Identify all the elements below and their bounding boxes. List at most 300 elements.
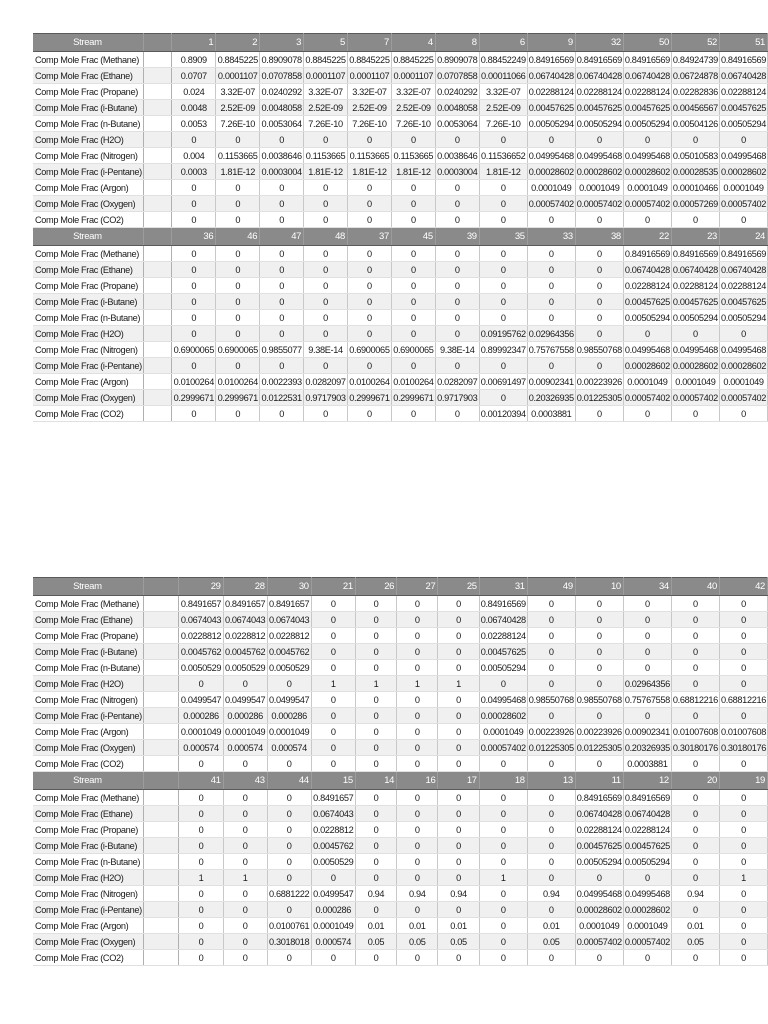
mole-fraction-cell: 0 (623, 596, 671, 612)
mole-fraction-cell: 0.0003004 (260, 164, 304, 180)
component-label: Comp Mole Frac (H2O) (33, 870, 143, 886)
composition-row (33, 902, 768, 918)
mole-fraction-cell: 0 (527, 854, 575, 870)
mole-fraction-cell: 0 (671, 628, 719, 644)
mole-fraction-cell: 0 (719, 660, 767, 676)
mole-fraction-cell: 0.06724878 (671, 68, 719, 84)
mole-fraction-cell: 0 (267, 870, 311, 886)
spacer-cell (143, 196, 172, 212)
mole-fraction-cell: 0.0045762 (223, 644, 267, 660)
mole-fraction-cell: 7.26E-10 (391, 116, 435, 132)
composition-row (33, 406, 768, 422)
mole-fraction-cell: 0 (479, 294, 527, 310)
mole-fraction-cell: 0.30180176 (671, 740, 719, 756)
composition-row (33, 180, 768, 196)
mole-fraction-cell: 0 (435, 196, 479, 212)
stream-header-label: Stream (33, 578, 143, 596)
mole-fraction-cell: 0.04995468 (623, 148, 671, 164)
mole-fraction-cell: 0 (479, 838, 527, 854)
mole-fraction-cell: 0 (623, 212, 671, 228)
mole-fraction-cell: 1 (438, 676, 479, 692)
component-label: Comp Mole Frac (H2O) (33, 676, 143, 692)
spacer-cell (143, 148, 172, 164)
mole-fraction-cell: 1.81E-12 (216, 164, 260, 180)
mole-fraction-cell: 7.26E-10 (216, 116, 260, 132)
mole-fraction-cell: 0 (260, 262, 304, 278)
stream-number: 42 (719, 578, 767, 596)
mole-fraction-cell: 0 (355, 822, 396, 838)
mole-fraction-cell: 0.00028602 (575, 902, 623, 918)
mole-fraction-cell: 0 (438, 692, 479, 708)
composition-row (33, 390, 768, 406)
mole-fraction-cell: 0.01 (397, 918, 438, 934)
stream-number: 37 (347, 228, 391, 246)
mole-fraction-cell: 0 (397, 806, 438, 822)
mole-fraction-cell: 0 (623, 870, 671, 886)
composition-row (33, 756, 768, 772)
spacer-cell (143, 116, 172, 132)
mole-fraction-cell: 0 (479, 196, 527, 212)
composition-row (33, 52, 768, 68)
composition-row (33, 628, 768, 644)
mole-fraction-cell: 0 (527, 822, 575, 838)
stream-number: 23 (671, 228, 719, 246)
stream-number: 7 (347, 34, 391, 52)
mole-fraction-cell: 0 (179, 756, 223, 772)
stream-number: 26 (355, 578, 396, 596)
mole-fraction-cell: 0 (391, 212, 435, 228)
mole-fraction-cell: 0 (223, 902, 267, 918)
component-label: Comp Mole Frac (n-Butane) (33, 660, 143, 676)
mole-fraction-cell: 0.06740428 (623, 68, 671, 84)
spacer-cell (143, 918, 179, 934)
mole-fraction-cell: 0 (355, 708, 396, 724)
mole-fraction-cell: 0 (391, 262, 435, 278)
mole-fraction-cell: 0 (438, 644, 479, 660)
mole-fraction-cell: 0 (438, 660, 479, 676)
stream-number: 41 (179, 772, 223, 790)
composition-row (33, 164, 768, 180)
mole-fraction-cell: 0.00028602 (671, 358, 719, 374)
mole-fraction-cell: 0.024 (172, 84, 216, 100)
mole-fraction-cell: 0.01 (671, 918, 719, 934)
mole-fraction-cell: 0 (304, 278, 348, 294)
spacer-cell (143, 262, 172, 278)
mole-fraction-cell: 0 (527, 246, 575, 262)
mole-fraction-cell: 0.20326935 (527, 390, 575, 406)
stream-number: 8 (435, 34, 479, 52)
mole-fraction-cell: 0 (719, 902, 767, 918)
mole-fraction-cell: 0.84916569 (575, 52, 623, 68)
mole-fraction-cell: 0 (623, 644, 671, 660)
mole-fraction-cell: 1.81E-12 (304, 164, 348, 180)
composition-row (33, 148, 768, 164)
mole-fraction-cell: 0.0050529 (179, 660, 223, 676)
mole-fraction-cell: 0 (575, 870, 623, 886)
mole-fraction-cell: 0 (216, 326, 260, 342)
mole-fraction-cell: 0.0050529 (223, 660, 267, 676)
mole-fraction-cell: 0.04995468 (575, 886, 623, 902)
stream-number: 33 (527, 228, 575, 246)
spacer-cell (143, 326, 172, 342)
mole-fraction-cell: 0.0001049 (719, 374, 767, 390)
spacer-cell (143, 870, 179, 886)
mole-fraction-cell: 0.0100761 (267, 918, 311, 934)
component-label: Comp Mole Frac (n-Butane) (33, 116, 143, 132)
mole-fraction-cell: 0 (435, 310, 479, 326)
mole-fraction-cell: 0 (719, 596, 767, 612)
mole-fraction-cell: 0 (623, 132, 671, 148)
mole-fraction-cell: 0 (397, 822, 438, 838)
mole-fraction-cell: 0 (172, 212, 216, 228)
stream-number: 50 (623, 34, 671, 52)
mole-fraction-cell: 0.00902341 (527, 374, 575, 390)
component-label: Comp Mole Frac (Nitrogen) (33, 886, 143, 902)
mole-fraction-cell: 0 (179, 902, 223, 918)
mole-fraction-cell: 0 (527, 212, 575, 228)
mole-fraction-cell: 0 (435, 262, 479, 278)
composition-row (33, 950, 768, 966)
spacer-cell (143, 838, 179, 854)
mole-fraction-cell: 2.52E-09 (216, 100, 260, 116)
mole-fraction-cell: 0 (435, 358, 479, 374)
mole-fraction-cell: 0.8845225 (347, 52, 391, 68)
mole-fraction-cell: 1.81E-12 (479, 164, 527, 180)
mole-fraction-cell: 0 (575, 708, 623, 724)
mole-fraction-cell: 0 (479, 132, 527, 148)
mole-fraction-cell: 0.0282097 (435, 374, 479, 390)
mole-fraction-cell: 0.02964356 (527, 326, 575, 342)
mole-fraction-cell: 0 (527, 596, 575, 612)
spacer-cell (143, 708, 179, 724)
component-label: Comp Mole Frac (Ethane) (33, 806, 143, 822)
mole-fraction-cell: 0.8491657 (267, 596, 311, 612)
spacer-cell (143, 740, 179, 756)
mole-fraction-cell: 0 (527, 902, 575, 918)
mole-fraction-cell: 0.0048058 (260, 100, 304, 116)
component-label: Comp Mole Frac (Methane) (33, 52, 143, 68)
stream-number: 15 (311, 772, 355, 790)
mole-fraction-cell: 0 (527, 756, 575, 772)
mole-fraction-cell: 0.84916569 (719, 246, 767, 262)
mole-fraction-cell: 0 (304, 358, 348, 374)
mole-fraction-cell: 0 (347, 196, 391, 212)
mole-fraction-cell: 1 (355, 676, 396, 692)
mole-fraction-cell: 0.0001049 (223, 724, 267, 740)
mole-fraction-cell: 0.05 (438, 934, 479, 950)
mole-fraction-cell: 0 (527, 262, 575, 278)
component-label: Comp Mole Frac (Methane) (33, 596, 143, 612)
mole-fraction-cell: 0 (304, 132, 348, 148)
mole-fraction-cell: 0.00505294 (719, 116, 767, 132)
mole-fraction-cell: 1 (397, 676, 438, 692)
mole-fraction-cell: 0.0228812 (267, 628, 311, 644)
mole-fraction-cell: 0.00456567 (671, 100, 719, 116)
mole-fraction-cell: 0 (223, 950, 267, 966)
mole-fraction-cell: 0 (671, 676, 719, 692)
mole-fraction-cell: 0.0045762 (311, 838, 355, 854)
composition-row (33, 596, 768, 612)
mole-fraction-cell: 0 (438, 612, 479, 628)
stream-number: 17 (438, 772, 479, 790)
mole-fraction-cell: 0.02288124 (479, 628, 527, 644)
mole-fraction-cell: 0.0001107 (304, 68, 348, 84)
component-label: Comp Mole Frac (i-Butane) (33, 838, 143, 854)
mole-fraction-cell: 0.00028602 (623, 358, 671, 374)
mole-fraction-cell: 0.01 (527, 918, 575, 934)
mole-fraction-cell: 0.0001049 (179, 724, 223, 740)
mole-fraction-cell: 0.00457625 (575, 100, 623, 116)
mole-fraction-cell: 0.06740428 (623, 806, 671, 822)
mole-fraction-cell: 0.04995468 (719, 148, 767, 164)
mole-fraction-cell: 0 (311, 596, 355, 612)
mole-fraction-cell: 0 (623, 950, 671, 966)
spacer-cell (143, 246, 172, 262)
mole-fraction-cell: 0 (527, 676, 575, 692)
mole-fraction-cell: 0.000574 (311, 934, 355, 950)
stream-number: 2 (216, 34, 260, 52)
stream-header-row (33, 772, 768, 790)
spacer-cell (143, 390, 172, 406)
mole-fraction-cell: 0 (355, 870, 396, 886)
mole-fraction-cell: 0 (479, 886, 527, 902)
mole-fraction-cell: 0 (355, 692, 396, 708)
mole-fraction-cell: 0.94 (397, 886, 438, 902)
stream-header-label: Stream (33, 228, 143, 246)
stream-number: 25 (438, 578, 479, 596)
mole-fraction-cell: 0.02288124 (527, 84, 575, 100)
spacer-cell (143, 374, 172, 390)
stream-number: 27 (397, 578, 438, 596)
mole-fraction-cell: 0.0038646 (260, 148, 304, 164)
mole-fraction-cell: 0 (397, 660, 438, 676)
spacer-cell (143, 164, 172, 180)
mole-fraction-cell: 0.0001049 (575, 180, 623, 196)
spacer-cell (143, 212, 172, 228)
mole-fraction-cell: 0.0228812 (179, 628, 223, 644)
mole-fraction-cell: 0 (623, 326, 671, 342)
mole-fraction-cell: 0 (527, 708, 575, 724)
mole-fraction-cell: 0 (347, 262, 391, 278)
mole-fraction-cell: 0 (223, 806, 267, 822)
mole-fraction-cell: 0.88452249 (479, 52, 527, 68)
mole-fraction-cell: 0 (267, 806, 311, 822)
mole-fraction-cell: 0 (216, 196, 260, 212)
mole-fraction-cell: 0.000286 (311, 902, 355, 918)
mole-fraction-cell: 0 (671, 644, 719, 660)
spacer-cell (143, 406, 172, 422)
mole-fraction-cell: 0.8491657 (179, 596, 223, 612)
mole-fraction-cell: 0 (671, 708, 719, 724)
mole-fraction-cell: 0 (575, 644, 623, 660)
mole-fraction-cell: 0 (438, 806, 479, 822)
component-label: Comp Mole Frac (CO2) (33, 756, 143, 772)
mole-fraction-cell: 0 (260, 246, 304, 262)
stream-number: 22 (623, 228, 671, 246)
mole-fraction-cell: 0.0707858 (260, 68, 304, 84)
mole-fraction-cell: 0 (719, 886, 767, 902)
mole-fraction-cell: 0 (311, 612, 355, 628)
mole-fraction-cell: 0 (172, 326, 216, 342)
mole-fraction-cell: 1.81E-12 (391, 164, 435, 180)
spacer-cell (143, 34, 172, 52)
mole-fraction-cell: 0 (438, 724, 479, 740)
mole-fraction-cell: 0 (304, 262, 348, 278)
mole-fraction-cell: 0.8491657 (223, 596, 267, 612)
mole-fraction-cell: 0 (435, 246, 479, 262)
mole-fraction-cell: 2.52E-09 (347, 100, 391, 116)
mole-fraction-cell: 0 (260, 212, 304, 228)
mole-fraction-cell: 0 (397, 756, 438, 772)
mole-fraction-cell: 0.00505294 (671, 310, 719, 326)
component-label: Comp Mole Frac (Nitrogen) (33, 342, 143, 358)
mole-fraction-cell: 0.000286 (223, 708, 267, 724)
mole-fraction-cell: 0.75767558 (527, 342, 575, 358)
component-label: Comp Mole Frac (Argon) (33, 918, 143, 934)
mole-fraction-cell: 0.1153665 (391, 148, 435, 164)
stream-number: 39 (435, 228, 479, 246)
mole-fraction-cell: 0.00057402 (527, 196, 575, 212)
stream-number: 51 (719, 34, 767, 52)
mole-fraction-cell: 3.32E-07 (347, 84, 391, 100)
mole-fraction-cell: 0 (438, 756, 479, 772)
spacer-cell (143, 612, 179, 628)
spacer-cell (143, 806, 179, 822)
composition-row (33, 84, 768, 100)
mole-fraction-cell: 0 (479, 902, 527, 918)
spacer-cell (143, 692, 179, 708)
stream-number: 10 (575, 578, 623, 596)
mole-fraction-cell: 0 (172, 406, 216, 422)
mole-fraction-cell: 9.38E-14 (435, 342, 479, 358)
component-label: Comp Mole Frac (Ethane) (33, 262, 143, 278)
mole-fraction-cell: 0 (575, 676, 623, 692)
mole-fraction-cell: 0 (479, 278, 527, 294)
mole-fraction-cell: 0 (719, 756, 767, 772)
mole-fraction-cell: 0.00505294 (719, 310, 767, 326)
mole-fraction-cell: 0.00457625 (671, 294, 719, 310)
mole-fraction-cell: 0.0282097 (304, 374, 348, 390)
mole-fraction-cell: 0 (575, 612, 623, 628)
component-label: Comp Mole Frac (CO2) (33, 212, 143, 228)
spacer-cell (143, 854, 179, 870)
mole-fraction-cell: 0.84916569 (719, 52, 767, 68)
mole-fraction-cell: 0.00057402 (575, 196, 623, 212)
mole-fraction-cell: 0.0001049 (267, 724, 311, 740)
mole-fraction-cell: 0 (216, 180, 260, 196)
mole-fraction-cell: 0 (719, 918, 767, 934)
mole-fraction-cell: 0.94 (671, 886, 719, 902)
mole-fraction-cell: 0 (575, 246, 623, 262)
mole-fraction-cell: 0.1153665 (347, 148, 391, 164)
mole-fraction-cell: 0 (527, 278, 575, 294)
mole-fraction-cell: 0.6900065 (172, 342, 216, 358)
mole-fraction-cell: 0 (304, 294, 348, 310)
composition-row (33, 676, 768, 692)
mole-fraction-cell: 0.00057402 (623, 934, 671, 950)
mole-fraction-cell: 1 (179, 870, 223, 886)
mole-fraction-cell: 0 (479, 934, 527, 950)
mole-fraction-cell: 0 (391, 278, 435, 294)
mole-fraction-cell: 0 (671, 870, 719, 886)
mole-fraction-cell: 0.0038646 (435, 148, 479, 164)
mole-fraction-cell: 0 (267, 676, 311, 692)
mole-fraction-cell: 3.32E-07 (216, 84, 260, 100)
mole-fraction-cell: 0.00504126 (671, 116, 719, 132)
composition-row (33, 294, 768, 310)
mole-fraction-cell: 0 (479, 756, 527, 772)
mole-fraction-cell: 0 (575, 310, 623, 326)
mole-fraction-cell: 0.94 (527, 886, 575, 902)
mole-fraction-cell: 0 (671, 790, 719, 806)
mole-fraction-cell: 0 (347, 246, 391, 262)
stream-number: 31 (479, 578, 527, 596)
composition-row (33, 132, 768, 148)
mole-fraction-cell: 0 (355, 740, 396, 756)
mole-fraction-cell: 0 (355, 854, 396, 870)
mole-fraction-cell: 0 (216, 358, 260, 374)
mole-fraction-cell: 0 (479, 790, 527, 806)
mole-fraction-cell: 0.68812216 (671, 692, 719, 708)
spacer-cell (143, 596, 179, 612)
mole-fraction-cell: 0 (438, 708, 479, 724)
mole-fraction-cell: 0.0045762 (179, 644, 223, 660)
mole-fraction-cell: 0.0001049 (527, 180, 575, 196)
component-label: Comp Mole Frac (Propane) (33, 84, 143, 100)
mole-fraction-cell: 0.3018018 (267, 934, 311, 950)
mole-fraction-cell: 0 (435, 132, 479, 148)
mole-fraction-cell: 0 (575, 326, 623, 342)
mole-fraction-cell: 0.00691497 (479, 374, 527, 390)
mole-fraction-cell: 0 (479, 262, 527, 278)
mole-fraction-cell: 0 (527, 612, 575, 628)
mole-fraction-cell: 0 (267, 950, 311, 966)
stream-number: 30 (267, 578, 311, 596)
mole-fraction-cell: 0.02288124 (719, 84, 767, 100)
mole-fraction-cell: 0 (355, 660, 396, 676)
mole-fraction-cell: 0 (311, 692, 355, 708)
mole-fraction-cell: 0 (397, 708, 438, 724)
mole-fraction-cell: 1 (479, 870, 527, 886)
mole-fraction-cell: 0.00010466 (671, 180, 719, 196)
component-label: Comp Mole Frac (i-Pentane) (33, 708, 143, 724)
stream-number: 28 (223, 578, 267, 596)
mole-fraction-cell: 0 (527, 358, 575, 374)
mole-fraction-cell: 0.05 (355, 934, 396, 950)
stream-number: 4 (391, 34, 435, 52)
mole-fraction-cell: 0.04995468 (575, 148, 623, 164)
spacer-cell (143, 724, 179, 740)
mole-fraction-cell: 0.004 (172, 148, 216, 164)
mole-fraction-cell: 0.2999671 (347, 390, 391, 406)
mole-fraction-cell: 0 (719, 854, 767, 870)
spacer-cell (143, 660, 179, 676)
mole-fraction-cell: 0 (347, 278, 391, 294)
mole-fraction-cell: 0.06740428 (671, 262, 719, 278)
mole-fraction-cell: 0 (479, 918, 527, 934)
mole-fraction-cell: 0 (671, 212, 719, 228)
mole-fraction-cell: 0 (179, 886, 223, 902)
mole-fraction-cell: 0.8845225 (391, 52, 435, 68)
mole-fraction-cell: 0 (479, 246, 527, 262)
mole-fraction-cell: 0.8909078 (260, 52, 304, 68)
mole-fraction-cell: 0.00457625 (719, 100, 767, 116)
composition-row (33, 196, 768, 212)
mole-fraction-cell: 0 (575, 132, 623, 148)
mole-fraction-cell: 0 (223, 918, 267, 934)
mole-fraction-cell: 0 (479, 806, 527, 822)
mole-fraction-cell: 0 (260, 310, 304, 326)
